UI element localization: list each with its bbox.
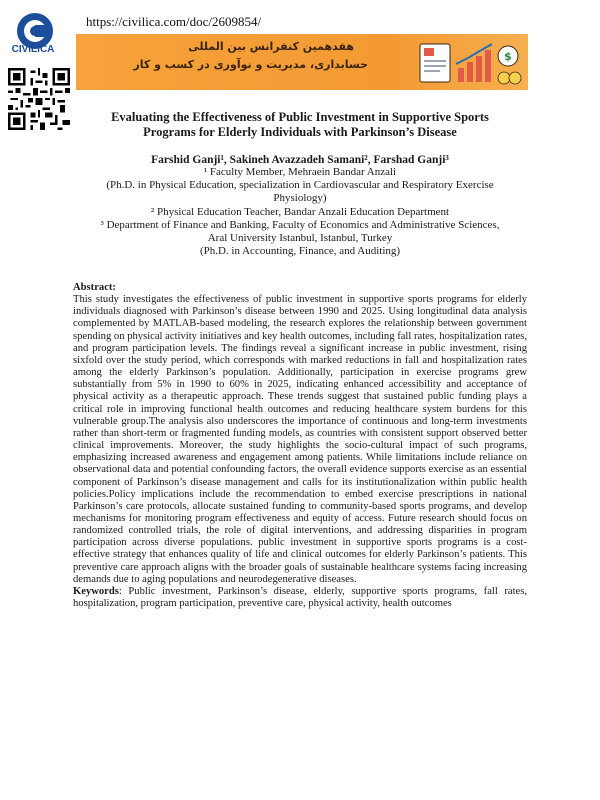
affiliation-line: (Ph.D. in Accounting, Finance, and Auditing) [199,245,401,258]
keywords-heading: Keywords [73,585,119,597]
author-list: Farshid Ganji¹, Sakineh Avazzadeh Samani², Farshad Ganji³ [151,154,449,166]
banner-subtitle: حسابداری، مدیریت و نوآوری در کسب و کار [133,58,368,71]
title-line-1: Evaluating the Effectiveness of Public Investment in Supportive Sports [111,110,489,124]
abstract-body: This study investigates the effectiveness of public investment in supportive sports programs for elderly individuals diagnosed with Parkinson’s disease between 1990 and 2025. Using longitudinal data analysis complemented by MATLAB-based modeling, the research explores the relationship between government spending on physical activity initiatives and key health outcomes, including fall rates, hospitalization rates, and program participation levels. The findings reveal a significant increase in public investment, rising sixfold over the study period, which corresponds with marked reductions in fall and hospitalization rates among the elderly Parkinson’s population. Additionally, participation in exercise programs grew substantially from 5% in 1990 to 60% in 2025, indicating enhanced accessibility and acceptance of physical activity as a therapeutic approach. These trends suggest that sustained public funding plays a critical role in improving functional health outcomes and reducing healthcare system burdens for this vulnerable group.The analysis also underscores the importance of continuous and long-term investments rather than short-term or fragmented funding models, as countries with consistent support observed better clinical improvements. Moreover, the study highlights the socio-cultural impact of such programs, emphasizing increased awareness and engagement among patients. While limitations include reliance on observational data and potential confounding factors, the overall evidence supports exercise as an essential component of Parkinson’s disease management and calls for its institutionalization within public health policies.Policy implications include the recommendation to embed exercise prescriptions in national Parkinson’s care protocols, allocate sustained funding to community-based sports programs, and develop mechanisms for monitoring program effectiveness and equity of access. Future research should focus on randomized controlled trials, the role of digital interventions, and addressing disparities in program participation across diverse populations. public investment in supportive sports programs is a cost-effective strategy that enhances quality of life and clinical outcomes for elderly Parkinson’s patients. This preventive care approach aligns with the broader goals of sustainable healthcare systems facing increasing demands due to aging populations and neurodegenerative diseases. [73,294,527,585]
document-url[interactable]: https://civilica.com/doc/2609854/ [86,14,262,29]
affiliation-line: Physiology) [273,192,327,205]
title-line-2: Programs for Elderly Individuals with Parkinson’s Disease [143,125,457,139]
affiliations [60,166,540,258]
affiliation-line: Aral University Istanbul, Istanbul, Turkey [207,232,393,245]
keywords-body: : Public investment, Parkinson’s disease, elderly, supportive sports programs, fall rates, hospitalization, program participation, preventive care, physical activity, health outcomes [73,585,527,610]
affiliation-line: ² Physical Education Teacher, Bandar Anzali Education Department [150,205,450,218]
svg-text:$: $ [504,50,512,63]
affiliation-line: (Ph.D. in Physical Education, specialization in Cardiovascular and Respiratory Exercise [106,179,494,192]
keywords [73,586,527,610]
finance-illustration-icon [418,38,522,88]
affiliation-line: ³ Department of Finance and Banking, Faculty of Economics and Administrative Sciences, [100,218,500,231]
banner-title: هفدهمین کنفرانس بین المللی [188,40,354,53]
abstract-section [73,282,527,610]
logo-wordmark: CIVILICA [11,44,55,55]
abstract-heading: Abstract: [73,282,116,293]
qr-code-icon [8,68,70,130]
conference-banner[interactable] [76,34,528,90]
affiliation-line: ¹ Faculty Member, Mehraein Bandar Anzali [203,166,397,178]
paper-title [70,110,530,140]
